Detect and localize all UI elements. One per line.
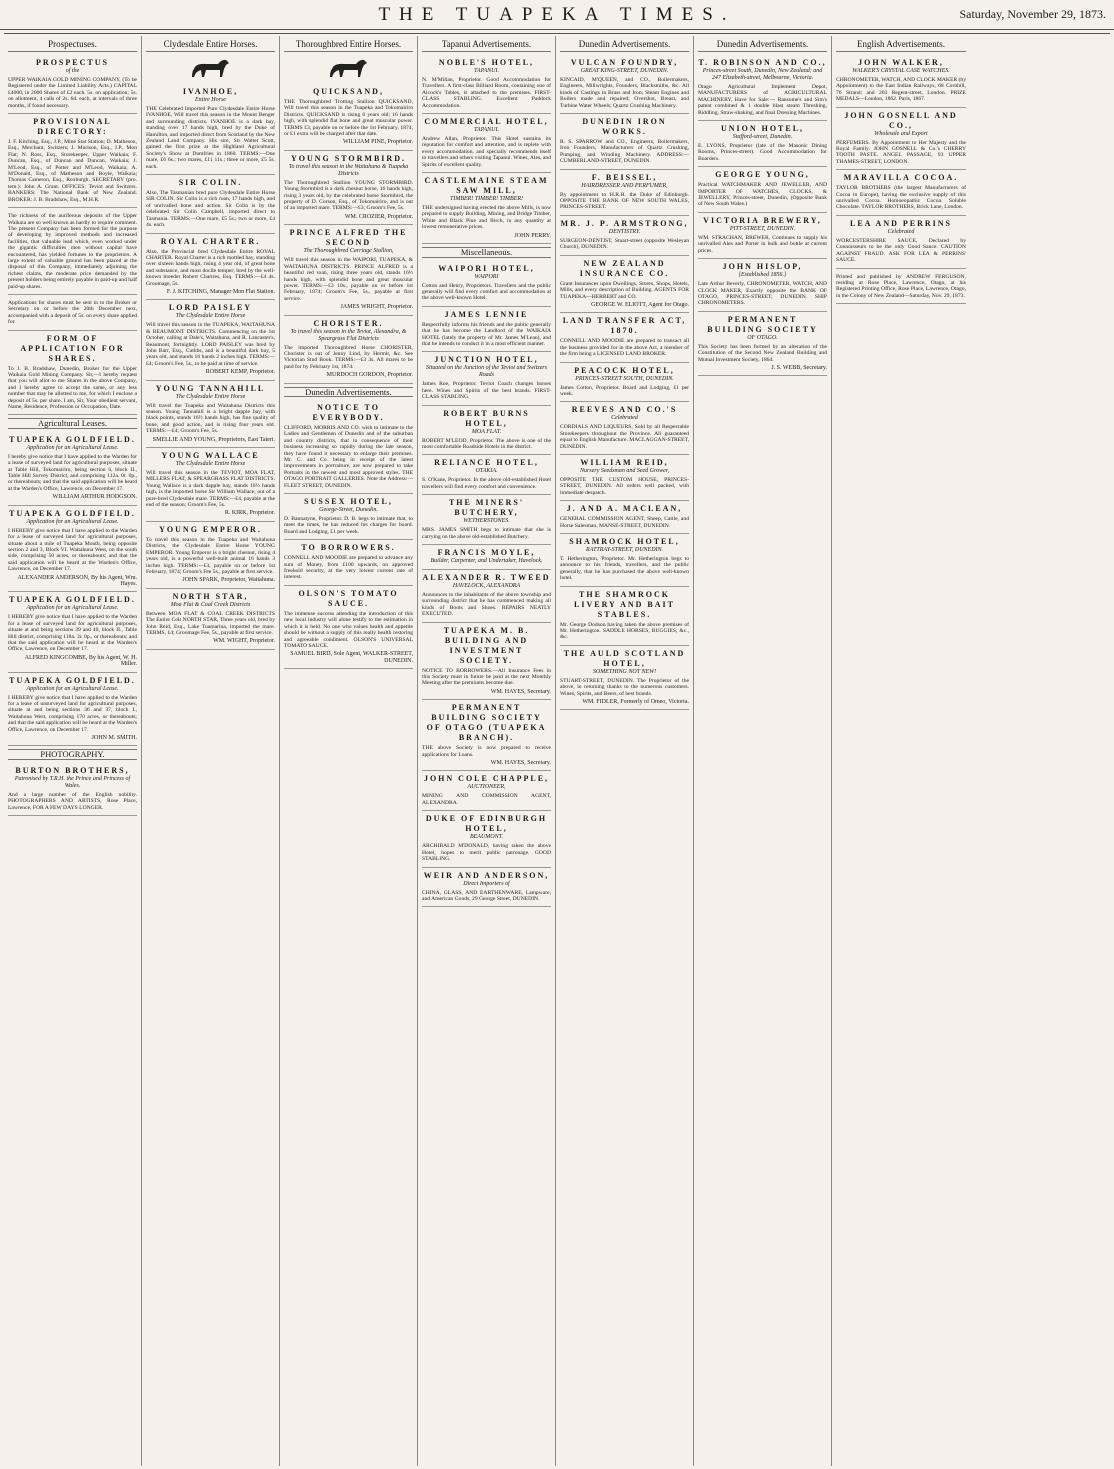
ad-body: E. LYONS, Proprietor (late of the Masonic Dining Rooms, Princes-street). Good Accommodation for Boarders. (698, 143, 827, 162)
ad-body: The immense success attending the introduction of this new local industry will alone testify to the estimation in which it is held. No one who values health and appetite should be without a supply of this really health restoring and agreeable condiment. OLSON'S UNIVERSAL TOMATO SAUCE. (284, 610, 413, 649)
section-heading: Miscellaneous. (422, 247, 551, 257)
ad-signature: GEORGE W. ELIOTT, Agent for Otago. (591, 301, 689, 308)
ad-title: TO BORROWERS. (301, 543, 396, 553)
advertisement (422, 495, 551, 545)
ad-subtitle: PRINCES-STREET SOUTH, DUNEDIN. (575, 375, 674, 382)
ad-title: DUKE OF EDINBURGH HOTEL, (425, 814, 548, 834)
ad-body: GENERAL COMMISSION AGENT, Sheep, Cattle, and Horse Salesman, MANSE-STREET, DUNEDIN. (560, 516, 689, 529)
advertisement (422, 570, 551, 623)
ad-title: LEA AND PERRINS (849, 218, 952, 228)
advertisement (8, 55, 137, 114)
section-heading: PHOTOGRAPHY. (8, 749, 137, 759)
ad-signature: WM. WIGHT, Proprietor. (213, 638, 275, 645)
advertisement (284, 586, 413, 669)
ad-subtitle: The Clydesdale Entire Horse (175, 461, 246, 468)
ad-body: Printed and published by ANDREW FERGUSON, residing at Rose Place, Lawrence, Otago, at his Registered Printing Office, Rose Place, Lawrence, Otago, in the Colony of New Zealand—Saturday, Nov. 29, 1873. (836, 273, 966, 299)
ad-subtitle: Application for an Agricultural Lease. (26, 444, 119, 451)
advertisement (836, 170, 966, 216)
advertisement (146, 522, 275, 589)
advertisement (560, 256, 689, 314)
ad-signature: J. S. WEBB, Secretary. (771, 364, 827, 371)
column-heading: Dunedin Advertisements. (698, 36, 827, 52)
ad-body: OPPOSITE THE CUSTOM HOUSE, PRINCES-STREET, DUNEDIN. All orders well packed, with immediate despatch. (560, 476, 689, 496)
ad-body: CHINA, GLASS, AND EARTHENWARE, Lampware, and American Goods, 29 George Street, DUNEDIN. (422, 889, 551, 902)
section-heading: Agricultural Leases. (8, 418, 137, 428)
ad-title: YOUNG WALLACE (161, 451, 260, 461)
ad-body: I HEREBY give notice that I have applied to the Warden for a lease of surveyed land for agricultural purposes, situate at and being sections 39 and 40, block II., Table Hill district, comprising 118a. 3r. 0p., or thereabouts; and that the said application will be heard at the Warden's Office, Lawrence, on December 17. (8, 614, 137, 653)
ad-subtitle: SOMETHING NOT NEW! (592, 668, 657, 675)
advertisement (146, 300, 275, 380)
ad-signature: SMELLIE AND YOUNG, Proprietors, East Taieri. (152, 436, 275, 443)
ad-subtitle: Wholesale and Export (874, 130, 928, 137)
column-4 (418, 36, 556, 1466)
ad-title: ROBERT BURNS HOTEL, (443, 408, 530, 428)
advertisement (422, 307, 551, 353)
advertisement (284, 400, 413, 494)
ad-body: Also, the Provincial bred Clydesdale Entire ROYAL CHARTER. Royal Charter is a rich mottled bay, standing over sixteen hands high, rising 4 year old, of great bone and substance, and most docile temper; bred by the well-known breeder Robert Chartres, Esq. TERMS:—£4 4s. Groomage, 5s. (146, 248, 275, 287)
ad-body: S. O'Kane, Proprietor. In the above old-established Hotel travellers will find every comfort and convenience. (422, 477, 551, 490)
advertisement (698, 55, 827, 121)
ad-subtitle: Nursery Seedsman and Seed Grower, (580, 467, 669, 474)
advertisement (146, 175, 275, 233)
ad-body: I HEREBY give notice that I have applied to the Warden for a lease of unsurveyed land for agricultural purposes, situate at and being sections 36 and 37, block I., Waitahuna West, comprising 170 acres, or thereabouts; and that the said application will be heard at the Warden's Office, Lawrence, on December 17. (8, 694, 137, 733)
ad-body: R. S. SPARROW and CO., Engineers, Boilermakers, Iron Founders, Manufacturers of Quartz Crushing, Pumping, and Winding Machinery. ADDRESS:—CUMBERLAND-STREET, DUNEDIN. (560, 139, 689, 165)
ad-signature: ALEXANDER ANDERSON, By his Agent, Wm. Hayes. (17, 574, 137, 587)
ad-subtitle: BEAUMONT. (469, 834, 504, 841)
advertisement (422, 406, 551, 456)
ad-body: Otago Agricultural Implement Depot, MANUFACTURERS of AGRICULTURAL MACHINERY, Have for Sale:— Ransome's and Sim's patent combined & 1 double blast steam Threshing, Riddling, Straw-shaking, and final Dressing Machines. (698, 84, 827, 116)
ad-body: J. F. Kitching, Esq., J.P., Mine Stat Station; D. Matheson, Esq., Merchant, Switzers; J. Murison, Esq., J.P., Mon Flat; N. Ross, Esq., Storekeeper, Upper Waikaia; F. Duncan, Esq., of Duncan and Duncan, Waikaia; J. M'Leod, Esq., of Potter and M'Leod, Waikaia; A. M'Donald, Esq., of Matheson and Boyle, Waikaia; Thomas Cameron, Esq., Roxburgh. SECRETARY (pro. tem.): John A. Grant. OFFICES: Teviot and Switzers. BANKERS: The National Bank of New Zealand. BROKER: J. B. Bradshaw, Esq., M.H.R. (8, 139, 137, 203)
ad-body: CHRONOMETER, WATCH, AND CLOCK MAKER (by Appointment) to the East Indian Railways, 68 Cornhill, 76 Strand; and 203 Regent-street, London. PRIZE MEDALS—London, 1862. Paris, 1867. (836, 77, 966, 103)
advertisement (560, 114, 689, 170)
ad-body: This Society has been formed by an alteration of the Constitution of the Second New Zealand Building and Mutual Investment Society, 1864. (698, 343, 827, 363)
ad-body: Announces to the inhabitants of the above township and surrounding district that he has commenced making all kinds of Boots and Shoes. REPAIRS NEATLY EXECUTED. (422, 592, 551, 618)
ad-title: JOHN COLE CHAPPLE, (423, 774, 550, 784)
ad-title: TUAPEKA GOLDFIELD. (9, 675, 136, 685)
ad-body: Mr. George Dodson having taken the above premises of Mr. Hetherington. SADDLE HORSES, BUGGIES, &c., &c. (560, 621, 689, 641)
ad-title: JOHN GOSNELL AND CO., (844, 110, 958, 130)
ad-body: I HEREBY give notice that I have applied to the Warden for a lease of surveyed land for agricultural purposes, situate about a mile of Tuapeka Mouth, being opposite section 2 and 3, Block VI. Waitahuna West, on the south side, comprising 50 acres, or thereabouts; and that the said application will be heard at the Warden's Office, Lawrence, on December 17. (8, 527, 137, 573)
advertisement (698, 121, 827, 167)
ad-subtitle: WAIPORI (474, 273, 499, 280)
issue-date: Saturday, November 29, 1873. (959, 7, 1106, 21)
ad-subtitle: MOA FLAT. (471, 428, 502, 435)
ad-body: Will travel the Tuapeka and Waitahuna Districts this season. Young Tannahill is a bright dapple bay, with black points, stands 16½ hands high, has fine quality of bone, and good action, and is rising four years old. TERMS:—£4; Groom's Fee, 5s. (146, 402, 275, 435)
masthead (0, 0, 1114, 30)
advertisement (8, 763, 137, 816)
ad-title: NEW ZEALAND INSURANCE CO. (579, 258, 670, 278)
ad-subtitle: Application for an Agricultural Lease. (26, 685, 119, 692)
ad-subtitle: Princes-street South, Dunedin, New Zealand; and 247 Elizabeth-street, Melbourne, Victoria. (702, 68, 823, 81)
ad-body: Between MOA FLAT & COAL CREEK DISTRICTS The Entire Colt NORTH STAR, Three years old, bred by John Reid, Esq., Lake Tuamarina, imported the mare. TERMS, £4; Groomage Fee, 5s., payable at first service. (146, 610, 275, 636)
ad-title: TUAPEKA GOLDFIELD. (9, 508, 136, 518)
ad-title: J. AND A. MACLEAN, (566, 504, 683, 514)
column-heading: Thoroughbred Entire Horses. (284, 36, 413, 52)
ad-body: To travel this season in the Tuapeka and Waitahuna Districts, the Clydesdale Entire Horse YOUNG EMPEROR. Young Emperor is a bright chesnut, rising 4 years old, is a powerful well-built animal 16 hands 3 inches high. TERMS:—£3, payable on or before 1st February, 1874; Groom's Fee 5s., payable at first service. (146, 536, 275, 575)
ad-title: CHORISTER. (313, 318, 384, 328)
ad-subtitle: Celebrated (887, 228, 915, 235)
ad-body: CONNELL AND MOODIE are prepared to transact all the business provided for in the above Act, a member of the firm being a LICENSED LAND BROKER. (560, 338, 689, 358)
ad-body: WORCESTERSHIRE SAUCE, Declared by Connoisseurs to be the only Good Sauce. CAUTION AGAINST FRAUD. ASK FOR LEA & PERRINS' SAUCE. (836, 237, 966, 264)
advertisement (422, 771, 551, 811)
advertisement (8, 295, 137, 331)
ad-body: ROBERT M'LEOD, Proprietor. The above is one of the most comfortable Roadside Hotels in the district. (422, 437, 551, 450)
ad-title: T. ROBINSON AND CO., (698, 58, 827, 67)
ad-subtitle: WALKER'S CRYSTAL CASE WATCHES. (852, 68, 950, 74)
ad-subtitle: TAPANUI. (474, 127, 499, 134)
ad-body: D. Bannatyne, Proprietor. D. B. begs to intimate that, to meet the times, he has reduced his charges for board. Board and Lodging, £1 per week. (284, 516, 413, 535)
ad-title: NORTH STAR, (172, 591, 249, 601)
page-columns (4, 36, 1110, 1466)
advertisement (422, 700, 551, 771)
ad-body: PERFUMERS. By Appointment to Her Majesty and the Royal Family. JOHN GOSNELL & Co.'s CHERRY TOOTH PASTE. ANGEL PASSAGE, 93 UPPER THAMES-STREET, LONDON. (836, 139, 966, 165)
ad-signature: WILLIAM PINE, Proprietor. (343, 139, 413, 146)
ad-body: Late Arthur Beverly, CHRONOMETER, WATCH, AND CLOCK MAKER, Exactly opposite the BANK OF OTAGO, PRINCES-STREET, DUNEDIN. SHIP CHRONOMETERS. (698, 281, 827, 307)
ad-body: And a large number of the English nobility. PHOTOGRAPHERS AND ARTISTS, Rose Place, Lawrence, FOR A FEW DAYS LONGER. (8, 791, 137, 811)
advertisement (284, 494, 413, 540)
advertisement (8, 114, 137, 208)
ad-subtitle: AUCTIONEER, (467, 784, 506, 791)
column-1 (4, 36, 142, 1466)
ad-title: RELIANCE HOTEL, (434, 458, 539, 468)
advertisement (422, 455, 551, 495)
ad-title: GEORGE YOUNG, (715, 170, 810, 180)
ad-body: THE Celebrated Imported Pure Clydesdale Entire Horse IVANHOE, Will travel this season in the Mount Benger and surrounding districts. IVANHOE is a dark bay, standing over 17 hands high, bred by the Duke of Hamilton, and imported direct from Scotland by the New Zealand Land Company. His sire, Sir Walter Scott, gained the first prize at the Highland Agricultural Society's Show at Dumfries in 1860. TERMS:—One mare, £6 6s.; two mares, £11 11s.; three or more, £5 5s. each. (146, 106, 275, 170)
ad-title: VICTORIA BREWERY, (703, 215, 822, 225)
ad-body: Will travel this season in the WAIPORI, TUAPEKA, & WAITAHUNA DISTRICTS. PRINCE ALFRED is a beautiful red roan, rising three years old, stands 16½ hands high, with splendid bone and great muscular power. TERMS:—£3 10s., payable on or before 1st February, 1874; Groom's Fee, 5s., payable at first service. (284, 257, 413, 302)
ad-subtitle: Patronised by T.R.H. the Prince and Princess of Wales. (14, 775, 131, 789)
section-heading: Dunedin Advertisements. (284, 387, 413, 397)
advertisement (560, 363, 689, 403)
advertisement (836, 216, 966, 269)
ad-subtitle: RATTRAY-STREET, DUNEDIN. (585, 547, 664, 553)
advertisement (422, 173, 551, 244)
ad-title: LAND TRANSFER ACT, 1870. (562, 316, 687, 336)
ad-body: James Cotton, Proprietor. Board and Lodging, £1 per week. (560, 384, 689, 397)
advertisement (8, 506, 137, 593)
ad-signature: WM. HAYES, Secretary. (490, 688, 551, 695)
column-heading: Dunedin Advertisements. (560, 36, 689, 52)
ad-subtitle: DENTISTRY. (608, 228, 641, 235)
ad-body: NOTICE TO BORROWERS.—All Insurance Fees in this Society must in future be paid at the next Monthly Meeting after the premiums become due. (422, 667, 551, 687)
advertisement (422, 55, 551, 114)
ad-title: COMMERCIAL HOTEL, (424, 117, 549, 127)
column-heading: Tapanui Advertisements. (422, 36, 551, 52)
ad-body: MRS. JAMES SMITH begs to intimate that she is carrying on the above old-established Butchery. (422, 527, 551, 540)
ad-title: JAMES LENNIE (444, 309, 529, 319)
ad-title: LORD PAISLEY (168, 303, 253, 313)
ad-signature: JOHN SPARK, Proprietor, Waitahuna. (182, 577, 275, 584)
advertisement (560, 313, 689, 362)
ad-title: SHAMROCK HOTEL, (569, 537, 680, 546)
advertisement (422, 811, 551, 867)
ad-body: THE Thoroughbred Trotting Stallion QUICKSAND, Will travel this season in the Tuapeka and Tokomairiro Districts. QUICKSAND is rising 6 years old; 16 hands high, with splendid flat bone and great muscular power. TERMS £3, payable on or before the 1st February, 1874, or £1 extra will be charged after that date. (284, 99, 413, 138)
advertisement (284, 316, 413, 384)
advertisement (422, 623, 551, 701)
advertisement (560, 501, 689, 534)
ad-title: NOBLE'S HOTEL, (438, 58, 535, 67)
ad-body: WM. STRACHAN, BREWER, Continues to supply his unrivalled Ales and Porter in bulk and bottle at current prices. (698, 234, 827, 254)
advertisement (146, 234, 275, 301)
ad-title: BURTON BROTHERS, (15, 765, 130, 775)
ad-body: The richness of the auriferous deposits of the Upper Waikaia are so well known as hardly to require comment. The present Company has been formed for the purpose of developing by improved methods and increased facilities, that valuable lead which, even worked under the gigantic difficulties men without capital have encountered, has yielded fortunes to the proprietors. A large extent of valuable ground has been placed at the disposal of this Company, immediately adjoining the richest claims, the moderate price demanded by the present holders being entirely payable in paid-up and half paid-up shares. (8, 213, 137, 290)
horse-engraving (186, 55, 236, 81)
ad-body: Will travel this season in the TEVIOT, MOA FLAT, MILLERS FLAT, & SPEARGRASS FLAT DISTRICTS. Young Wallace is a dark dapple bay, stands 16½ hands high, is the imported horse Sir William Wallace, out of a pure-bred Clydesdale mare. TERMS:—£4, payable at the end of the season; Groom's Fee, 5s. (146, 470, 275, 509)
ad-body: Cotton and Henry, Proprietors. Travellers and the public generally will find every comfort and accommodation at the above well-known Hotel. (422, 282, 551, 302)
ad-body: By appointment to H.R.H. the Duke of Edinburgh. OPPOSITE THE BANK OF NEW SOUTH WALES, PRINCES-STREET. (560, 191, 689, 211)
column-6 (694, 36, 832, 1466)
ad-title: REEVES AND CO.'S (571, 405, 678, 415)
ad-subtitle: To travel this season in the Waitahuna & Tuapeka Districts (288, 163, 409, 177)
advertisement (560, 534, 689, 587)
column-2 (142, 36, 280, 1466)
ad-subtitle: Celebrated (611, 415, 638, 422)
ad-signature: WM. HAYES, Secretary. (490, 760, 551, 767)
column-5 (556, 36, 694, 1466)
ad-subtitle: GREAT KING-STREET, DUNEDIN. (580, 68, 669, 74)
ad-body: ARCHIBALD M'DONALD, having taken the above Hotel, hopes to merit public patronage. GOOD STABLING. (422, 843, 551, 863)
ad-body: N. M'Millan, Proprietor. Good Accommodation for Travellers. A first-class Billiard Room, containing one of Alcock's Tables, is attached to the premises. FIRST-CLASS STABLING. Excellent Paddock Accommodation. (422, 77, 551, 109)
advertisement (698, 213, 827, 259)
masthead-rule (4, 33, 1110, 34)
advertisement (422, 545, 551, 570)
ad-subtitle: Direct Importers of (463, 880, 510, 887)
advertisement (422, 352, 551, 405)
ad-title: JUNCTION HOTEL, (434, 355, 539, 365)
advertisement (146, 448, 275, 522)
advertisement (8, 673, 137, 747)
advertisement (8, 331, 137, 416)
ad-title: QUICKSAND, (313, 87, 384, 96)
ad-body: Andrew Allan, Proprietor. This Hotel sustains its reputation for comfort and attention, and is replete with every accommodation, and specially recommends itself to travellers and others visiting Tapanui. Wines, Ales, and Spirits of excellent quality. (422, 136, 551, 168)
ad-title: PERMANENT BUILDING SOCIETY (707, 314, 818, 334)
ad-title: THE MINERS' BUTCHERY, (448, 498, 525, 518)
ad-title: PROSPECTUS (36, 58, 109, 67)
ad-body: T. Hetherington, Proprietor. Mr. Hetherington begs to announce to his friends, travellers, and the public generally, that he has purchased the above well-known hotel. (560, 556, 689, 582)
ad-title: ALEXANDER R. TWEED (422, 573, 551, 582)
ad-title: THE AULD SCOTLAND HOTEL, (563, 648, 686, 668)
advertisement (284, 84, 413, 151)
ad-title: MR. J. P. ARMSTRONG, (560, 218, 689, 228)
ad-title: PRINCE ALFRED THE SECOND (289, 228, 408, 248)
ad-title: WEIR AND ANDERSON, (423, 870, 550, 880)
ad-subtitle: Situated on the Junction of the Teviot and Switzers Roads (425, 365, 548, 379)
ad-subtitle: To travel this season in the Teviot, Alexandra, & Speargrass Flat Districts (290, 328, 407, 342)
ad-subtitle: Stafford-street, Dunedin. (732, 134, 793, 141)
ad-subtitle: OF OTAGO. (747, 334, 778, 341)
advertisement (8, 432, 137, 506)
advertisement (8, 592, 137, 672)
ad-body: I hereby give notice that I have applied to the Warden for a lease of surveyed land for agricultural purposes, situate at Table Hill, Tokomairiro, being section 6, block II., Table Hill Survey District, and comprising 112a. 0r. 0p., or thereabouts; and that the said application will be heard at the Warden's Office, Lawrence, on December 17. (8, 453, 137, 492)
ad-title: SUSSEX HOTEL, (304, 497, 393, 507)
ad-title: FRANCIS MOYLE, (437, 548, 536, 557)
column-heading: Clydesdale Entire Horses. (146, 36, 275, 52)
ad-title: WILLIAM REID, (580, 457, 669, 467)
ad-title: YOUNG TANNAHILL (155, 383, 266, 393)
ad-signature: MURDOCH GORDON, Proprietor. (326, 372, 413, 379)
ad-signature: JOHN PERRY. (514, 232, 551, 239)
advertisement (8, 208, 137, 295)
advertisement (422, 261, 551, 307)
ad-body: TAYLOR BROTHERS (the largest Manufacturers of Cocoa in Europe), having the exclusive supply of this unrivalled Cocoa. Homoeopathic Cocoa. Soluble Chocolate. TAYLOR BROTHERS, Brick Lane, London. (836, 185, 966, 211)
ad-subtitle: The Clydesdale Entire Horse (175, 313, 246, 320)
ad-title: PEACOCK HOTEL, (574, 365, 675, 375)
ad-title: CASTLEMAINE STEAM SAW MILL, (424, 176, 549, 196)
ad-subtitle: Application for an Agricultural Lease. (26, 605, 119, 612)
ad-body: MINING AND COMMISSION AGENT, ALEXANDRA. (422, 793, 551, 806)
newspaper-title: THE TUAPEKA TIMES. (378, 4, 736, 25)
advertisement (422, 868, 551, 908)
ad-title: FORM OF APPLICATION FOR SHARES. (20, 333, 125, 363)
ad-body: Applications for shares must be sent in to the Broker or Secretary on or before the 20th December next, accompanied with a deposit of 5s. on every share applied for. (8, 299, 137, 326)
ad-body: STUART-STREET, DUNEDIN. The Proprietor of the above, in returning thanks to the numerous customers. Wines, Spirits, and Beers, of best brands. (560, 677, 689, 697)
ad-signature: JOHN M. SMITH. (91, 735, 137, 742)
ad-body: James Roe, Proprietor. Teviot Coach changes horses here. Wines and Spirits of the best brands. FIRST-CLASS STABLING. (422, 381, 551, 401)
ad-title: YOUNG EMPEROR. (159, 524, 262, 534)
advertisement (284, 151, 413, 225)
advertisement (698, 259, 827, 312)
ad-title: UNION HOTEL, (720, 124, 805, 134)
ad-signature: WM. CROZIER, Proprietor. (344, 213, 413, 220)
advertisement (560, 170, 689, 216)
horse-engraving (324, 55, 374, 81)
ad-body: Will travel this season in the TUAPEKA, WAITAHUNA & BEAUMONT DISTRICTS. Commencing on the 1st October, calling at Dale's, Waitahuna, and R. Lancaster's, Beaumont, fortnightly. LORD PAISLEY was bred by John Barr, Esq., Cuthbs, and is a beautiful dark bay, 5 years old, and stands 16 hands 2 inches high. TERMS:—£4; Groom's Fee, 5s., to be paid at time of service. (146, 322, 275, 367)
ad-subtitle: WETHERSTONES. (463, 518, 510, 525)
advertisement (836, 55, 966, 108)
advertisement (284, 540, 413, 586)
ad-title: JOHN WALKER, (858, 58, 944, 67)
advertisement (146, 589, 275, 650)
column-heading: Prospectuses. (8, 36, 137, 52)
ad-signature: SAMUEL BIRD, Sole Agent, WALKER-STREET, DUNEDIN. (290, 651, 413, 664)
ad-title: THE SHAMROCK LIVERY AND BAIT STABLES. (574, 589, 675, 619)
ad-signature: WM. FIDLER, Formerly of Omeo, Victoria. (582, 699, 689, 706)
ad-title: OLSON'S TOMATO SAUCE. (298, 588, 399, 608)
ad-body: CONNELL AND MOODIE are prepared to advance any sum of Money, from £100 upwards, on approved freehold security, at the very lowest current rate of interest. (284, 555, 413, 581)
ad-subtitle: The Clydesdale Entire Horse (175, 393, 246, 400)
ad-title: VULCAN FOUNDRY, (570, 58, 679, 67)
ad-signature: WILLIAM ARTHUR HODGSON. (52, 494, 137, 501)
advertisement (560, 646, 689, 711)
ad-title: TUAPEKA GOLDFIELD. (9, 434, 136, 444)
ad-title: F. BEISSEL, (591, 172, 658, 182)
advertisement (560, 455, 689, 501)
ad-subtitle: Moa Flat & Coal Creek Districts (170, 601, 251, 608)
advertisement (836, 269, 966, 305)
ad-body: SURGEON-DENTIST, Stuart-street (opposite Wesleyan Church), DUNEDIN. (560, 237, 689, 251)
ad-title: ROYAL CHARTER. (160, 236, 261, 246)
ad-body: KINCAID, M'QUEEN, and CO., Boilermakers, Engineers, Millwrights, Founders, Blacksmiths, &c. All kinds of Castings in Brass and Iron; Steam Engines and Boilers made and repaired; Overshot, Breast, and Turbine Water Wheels; Quartz Crushing Machinery. (560, 77, 689, 109)
ad-subtitle: Builder, Carpenter, and Undertaker, Havelock. (430, 558, 543, 564)
advertisement (560, 55, 689, 114)
advertisement (422, 114, 551, 173)
column-7 (832, 36, 970, 1466)
advertisement (560, 216, 689, 256)
ad-subtitle: TIMBER! TIMBER! TIMBER! (450, 196, 523, 203)
ad-title: TUAPEKA M. B. BUILDING AND INVESTMENT SOCIETY. (443, 625, 530, 665)
ad-signature: F. J. KITCHING, Manager Mon Flat Station. (166, 288, 275, 295)
ad-body: To J. B. Bradshaw, Dunedin, Broker for the Upper Waikaia Gold Mining Company. Sir,—I hereby request that you will allot to me Shares in the above Company, and I hereby agree to accept the same, or any less number that may be allotted to me, for which I enclose a deposit of 5s. per share. I am, Sir, Your obedient servant, Name, Residence, Profession or Occupation, Date. (8, 365, 137, 411)
ad-title: JOHN HISLOP, (722, 262, 803, 272)
ad-subtitle: of the (65, 68, 80, 74)
ad-subtitle: TAPANUI. (474, 68, 499, 74)
ad-title: MARAVILLA COCOA. (843, 173, 959, 183)
ad-body: CLIFFORD, MORRIS AND CO. wish to intimate to the Ladies and Gentlemen of Dunedin and of the suburban and country districts, that in consequence of their business increasing so rapidly during the late season, they have found it necessary to enlarge their premises. Mr. C. and Co. being in receipt of the latest improvements in portraiture, are now prepared to take Portraits in the newest and most approved styles. THE OTAGO PORTRAIT GALLERIES. Note the Address:— FLEET STREET, DUNEDIN. (284, 424, 413, 489)
ad-body: UPPER WAIKAIA GOLD MINING COMPANY, (To be Registered under the Limited Liability Acts.) CAPITAL £4000, in 2000 Shares of £2 each. 5s. on application; 5s. on allotment, 4 calls of 2s. 6d. each, at intervals of three months, if found necessary. (8, 77, 137, 109)
ad-subtitle: George-Street, Dunedin. (319, 507, 378, 514)
ad-body: Practical WATCHMAKER AND JEWELLER, AND IMPORTER OF WATCHES, CLOCKS, & JEWELLERY, Princes-street, Dunedin, (Opposite Bank of New South Wales.) (698, 182, 827, 208)
ad-title: IVANHOE, (182, 87, 239, 96)
advertisement (146, 84, 275, 175)
advertisement (836, 108, 966, 171)
ad-body: The Thoroughbred Stallion YOUNG STORMBIRD. Young Stormbird is a dark chesnut horse, 16 hands high, rising 3 years old, by the celebrated horse Stormbird, the property of D. Corson, Esq., of Tokomairiro, and is out of an imported mare. TERMS:—£3; Groom's Fee, 5s. (284, 179, 413, 212)
column-heading: English Advertisements. (836, 36, 966, 52)
ad-signature: ROBERT KEMP, Proprietor. (205, 369, 275, 376)
advertisement (284, 225, 413, 315)
ad-body: The imported Thoroughbred Horse CHORISTER, Chorister is out of Jenny Lind, by Hermit, &c. See Victorian Stud Book. TERMS:—£3 3s. All mares to be paid for by February 1st, 1874. (284, 344, 413, 370)
ad-signature: ALFRED KINGCOMBE, By his Agent, W. H. Miller. (24, 654, 137, 668)
ad-signature: R. KIRK, Proprietor. (224, 510, 275, 517)
ad-subtitle: HAVELOCK, ALEXANDRA (452, 583, 521, 589)
ad-title: PERMANENT BUILDING SOCIETY OF OTAGO (TUAPEKA BRANCH). (426, 703, 547, 743)
ad-subtitle: OTAKIA. (475, 468, 498, 475)
ad-body: Grant Insurances upon Dwellings, Stores, Shops, Hotels, Mills, and every description of Building. AGENTS FOR TUAPEKA—HERBERT and CO. (560, 280, 689, 300)
ad-title: SIR COLIN. (178, 178, 243, 188)
column-3 (280, 36, 418, 1466)
advertisement (560, 402, 689, 455)
ad-body: THE above Society is now prepared to receive applications for Loans. (422, 745, 551, 758)
ad-subtitle: PITT-STREET, DUNEDIN. (729, 225, 796, 232)
ad-title: TUAPEKA GOLDFIELD. (9, 595, 136, 605)
advertisement (146, 381, 275, 448)
ad-title: NOTICE TO EVERYBODY. (312, 402, 385, 422)
ad-body: Respectfully informs his friends and the public generally that he has become the Landlord of the WAIKAIA HOTEL (lately the property of Mr. James M'Lean), and that he intends to conduct it in a most efficient manner. (422, 321, 551, 347)
ad-body: CORDIALS AND LIQUEURS, Sold by all Respectable Storekeepers throughout the Province. All guaranteed equal to English Manufacture. MACLAGGAN-STREET, DUNEDIN. (560, 424, 689, 450)
ad-title: DUNEDIN IRON WORKS. (582, 117, 667, 137)
advertisement (560, 587, 689, 646)
ad-body: Also, The Tasmanian bred pure Clydesdale Entire Horse SIR COLIN. Sir Colin is a rich roan, 17 hands high, and of unrivalled bone and action. Sir Colin is by the celebrated Sir Colin Campbell, imported direct to Tasmania. TERMS:—One mare, £5 5s.; two or more, £4 4s. each. (146, 190, 275, 229)
ad-title: WAIPORI HOTEL, (438, 263, 535, 273)
ad-subtitle: Application for an Agricultural Lease. (26, 518, 119, 525)
ad-subtitle: HAIRDRESSER AND PERFUMER, (581, 182, 668, 189)
advertisement (698, 167, 827, 213)
ad-signature: JAMES WRIGHT, Proprietor. (340, 304, 413, 311)
ad-subtitle: Entire Horse (195, 97, 226, 103)
ad-title: YOUNG STORMBIRD. (291, 153, 406, 163)
ad-title: PROVISIONAL DIRECTORY: (33, 117, 112, 137)
ad-body: THE undersigned having erected the above Mills, is now prepared to supply Building, Mining, and Bridge Timber, White and Black Pine and Birch, in any quantity at lowest remunerative prices. (422, 205, 551, 231)
ad-subtitle: [Established 1856.] (738, 272, 787, 279)
ad-subtitle: The Thoroughbred Carriage Stallion, (303, 248, 394, 255)
advertisement (698, 312, 827, 377)
